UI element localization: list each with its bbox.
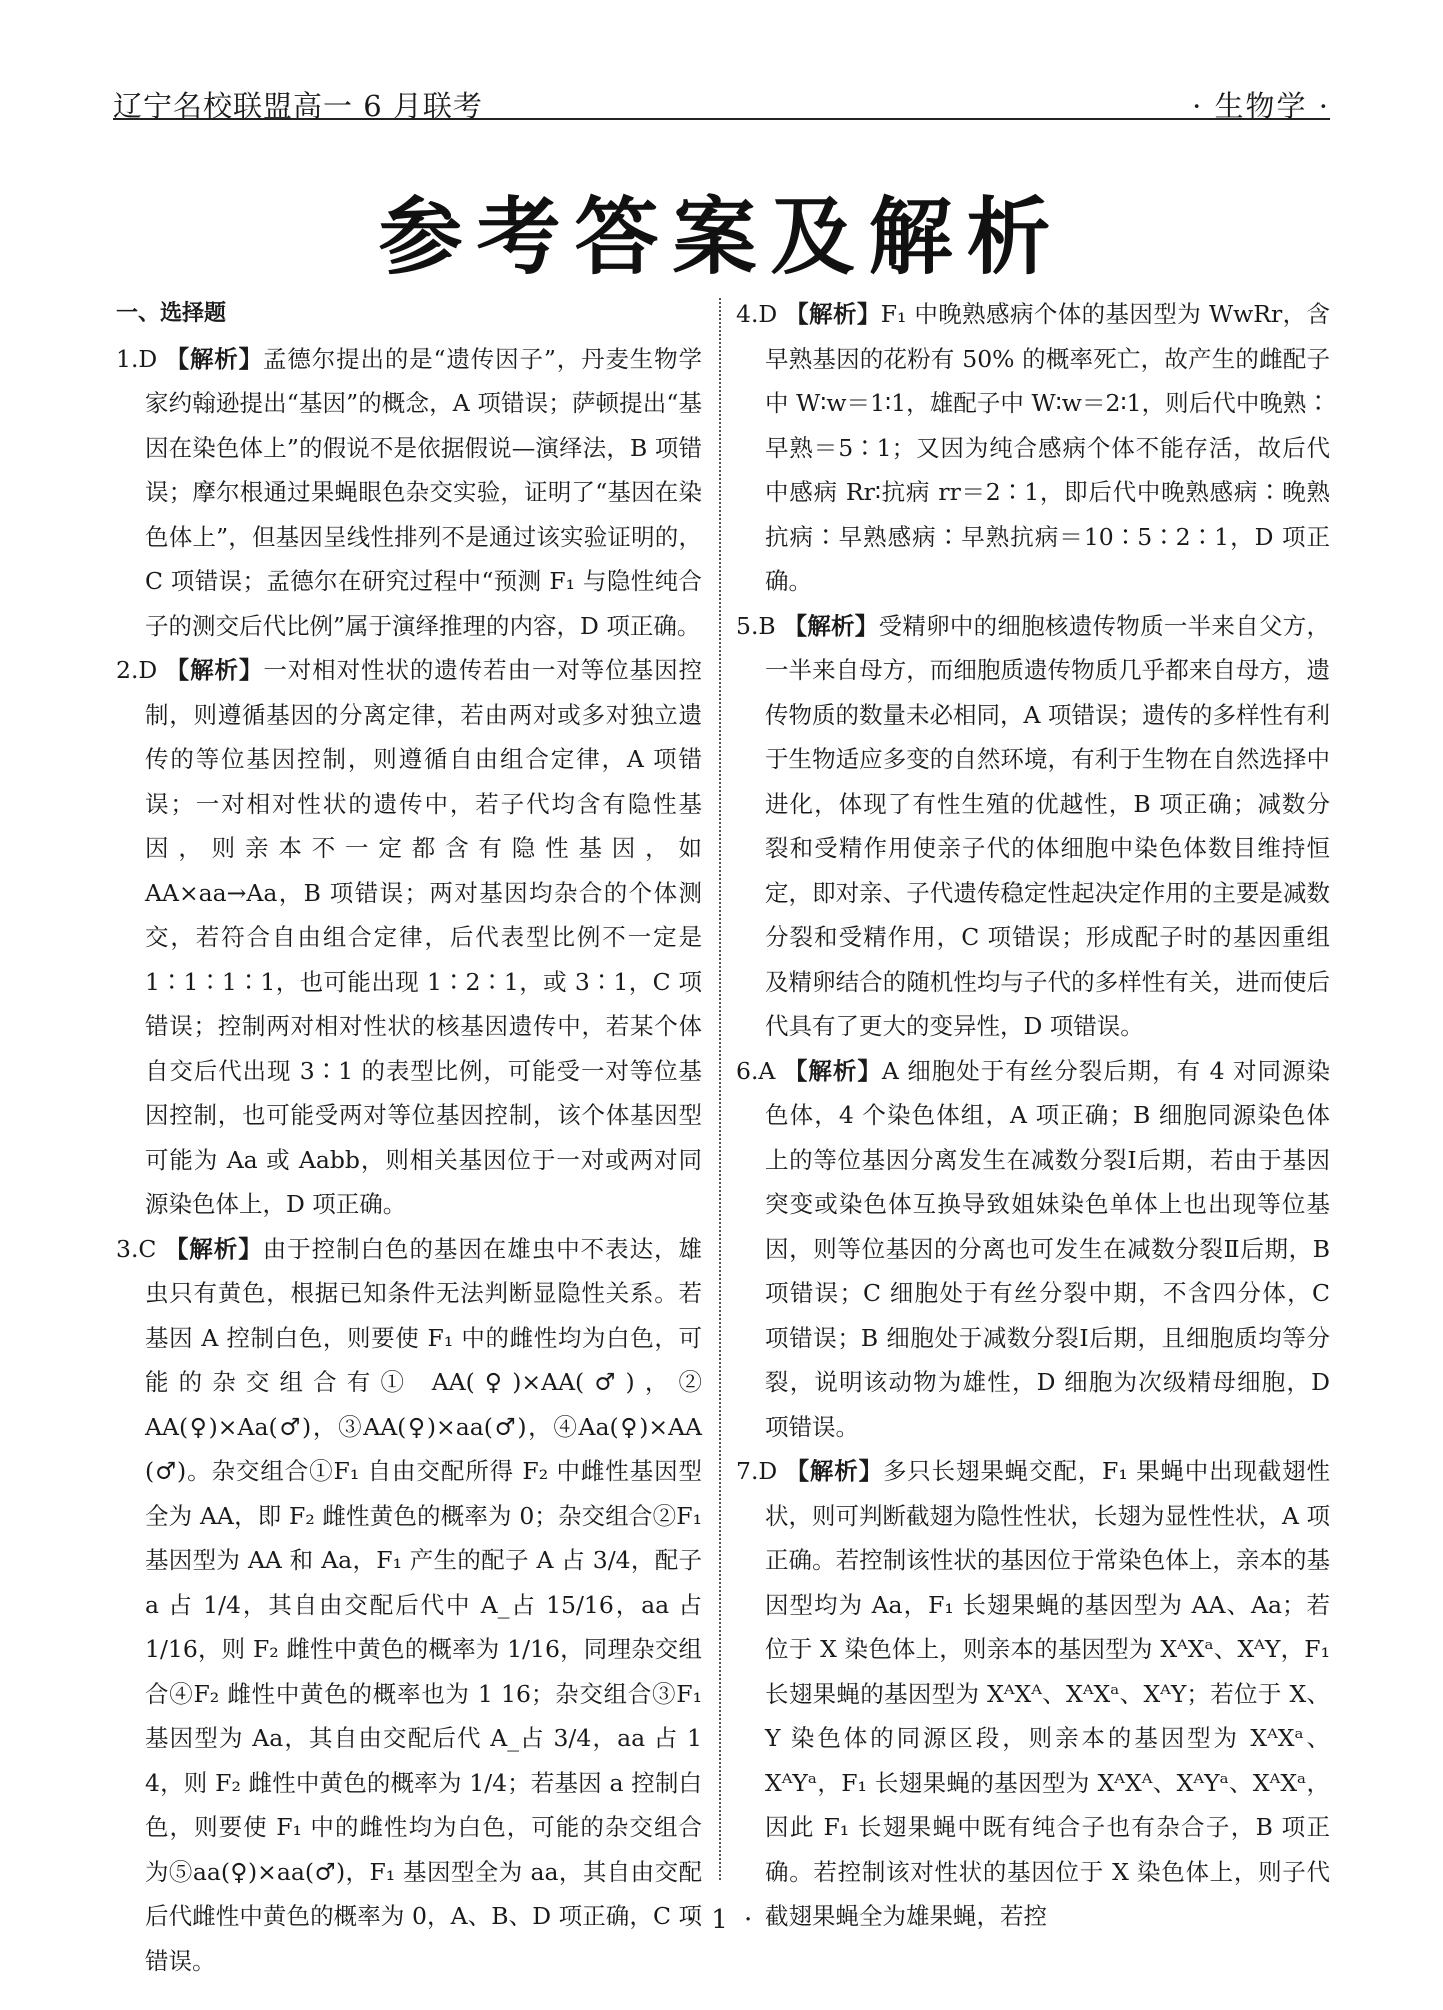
analysis-tag: 【解析】 <box>165 656 264 684</box>
header-rule <box>113 118 1330 120</box>
analysis-tag: 【解析】 <box>785 1457 883 1485</box>
analysis-tag: 【解析】 <box>785 300 881 328</box>
analysis-tag: 【解析】 <box>165 344 264 373</box>
section-title: 一、选择题 <box>116 301 227 326</box>
answer-item-1 <box>116 337 702 649</box>
answer-number: 3.C <box>116 1234 157 1263</box>
page-header <box>113 80 1330 123</box>
answer-text: 由于控制白色的基因在雄虫中不表达，雄虫只有黄色，根据已知条件无法判断显隐性关系。若基因 A 控制白色，则要使 F₁ 中的雌性均为白色，可能的杂交组合有① AA(♀)×AA(♂)，② AA(♀)×Aa(♂)，③AA(♀)×aa(♂)，④Aa(♀)×AA (♂)。杂交组合①F₁ 自由交配所得 F₂ 中雌性基因型全为 AA，即 F₂ 雌性黄色的概率为 0；杂交组合②F₁ 基因型为 AA 和 Aa，F₁ 产生的配子 A 占 3/4，配子 a 占 1/4，其自由交配后代中 A_占 15/16，aa 占 1/16，则 F₂ 雌性中黄色的概率为 1/16，同理杂交组合④F₂ 雌性中黄色的概率也为 1 16；杂交组合③F₁ 基因型为 Aa，其自由交配后代 A_占 3/4，aa 占 1 4，则 F₂ 雌性中黄色的概率为 1/4；若基因 a 控制白色，则要使 F₁ 中的雌性均为白色，可能的杂交组合为⑤aa(♀)×aa(♂)，F₁ 基因型全为 aa，其自由交配后代雌性中黄色的概率为 0，A、B、D 项正确，C 项错误。 <box>145 1234 702 1975</box>
answer-item-6 <box>736 1049 1330 1450</box>
subject-name: · 生物学 · <box>1192 89 1330 123</box>
right-column <box>736 292 1330 1939</box>
answer-text: A 细胞处于有丝分裂后期，有 4 对同源染色体，4 个染色体组，A 项正确；B 细胞同源染色体上的等位基因分离发生在减数分裂Ⅰ后期，若由于基因突变或染色体互换导致姐妹染色单体上也出现等位基因，则等位基因的分离也可发生在减数分裂Ⅱ后期，B 项错误；C 细胞处于有丝分裂中期，不含四分体，C 项错误；B 细胞处于减数分裂Ⅰ后期，且细胞质均等分裂，说明该动物为雄性，D 细胞为次级精母细胞，D 项错误。 <box>765 1056 1330 1441</box>
answer-number: 6.A <box>736 1056 776 1085</box>
left-column <box>116 292 702 1983</box>
answer-text: F₁ 中晚熟感病个体的基因型为 WwRr，含早熟基因的花粉有 50% 的概率死亡，故产生的雌配子中 W∶w＝1∶1，雄配子中 W∶w＝2∶1，则后代中晚熟∶早熟＝5∶1；又因为纯合感病个体不能存活，故后代中感病 Rr∶抗病 rr＝2∶1，即后代中晚熟感病∶晚熟抗病∶早熟感病∶早熟抗病＝10∶5∶2∶1，D 项正确。 <box>765 300 1330 595</box>
answer-text: 孟德尔提出的是“遗传因子”，丹麦生物学家约翰逊提出“基因”的概念，A 项错误；萨顿提出“基因在染色体上”的假说不是依据假说—演绎法，B 项错误；摩尔根通过果蝇眼色杂交实验，证明了“基因在染色体上”，但基因呈线性排列不是通过该实验证明的，C 项错误；孟德尔在研究过程中“预测 F₁ 与隐性纯合子的测交后代比例”属于演绎推理的内容，D 项正确。 <box>145 344 702 640</box>
answer-text: 一对相对性状的遗传若由一对等位基因控制，则遵循基因的分离定律，若由两对或多对独立遗传的等位基因控制，则遵循自由组合定律，A 项错误；一对相对性状的遗传中，若子代均含有隐性基因，则亲本不一定都含有隐性基因，如 AA×aa→Aa，B 项错误；两对基因均杂合的个体测交，若符合自由组合定律，后代表型比例不一定是 1∶1∶1∶1，也可能出现 1∶2∶1，或 3∶1，C 项错误；控制两对相对性状的核基因遗传中，若某个体自交后代出现 3∶1 的表型比例，可能受一对等位基因控制，也可能受两对等位基因控制，该个体基因型可能为 Aa 或 Aabb，则相关基因位于一对或两对同源染色体上，D 项正确。 <box>145 656 702 1218</box>
analysis-tag: 【解析】 <box>783 611 879 640</box>
answer-number: 5.B <box>736 611 776 640</box>
answer-number: 1.D <box>116 344 158 373</box>
answer-number: 4.D <box>736 300 778 328</box>
answer-item-5 <box>736 604 1330 1049</box>
analysis-tag: 【解析】 <box>164 1234 263 1263</box>
column-divider <box>719 298 721 1880</box>
exam-name: 辽宁名校联盟高一 6 月联考 <box>113 89 483 123</box>
page-title: 参考答案及解析 <box>378 188 1065 286</box>
answer-text: 多只长翅果蝇交配，F₁ 果蝇中出现截翅性状，则可判断截翅为隐性性状，长翅为显性性状，A 项正确。若控制该性状的基因位于常染色体上，亲本的基因型均为 Aa，F₁ 长翅果蝇的基因型为 AA、Aa；若位于 X 染色体上，则亲本的基因型为 XᴬXᵃ、XᴬY，F₁ 长翅果蝇的基因型为 XᴬXᴬ、XᴬXᵃ、XᴬY；若位于 X、Y 染色体的同源区段，则亲本的基因型为 XᴬXᵃ、XᴬYᵃ，F₁ 长翅果蝇的基因型为 XᴬXᴬ、XᴬYᵃ、XᴬXᵃ，因此 F₁ 长翅果蝇中既有纯合子也有杂合子，B 项正确。若控制该对性状的基因位于 X 染色体上，则子代截翅果蝇全为雄果蝇，若控 <box>765 1457 1330 1930</box>
answer-item-2 <box>116 648 702 1227</box>
answer-number: 2.D <box>116 656 158 684</box>
answer-text: 受精卵中的细胞核遗传物质一半来自父方，一半来自母方，而细胞质遗传物质几乎都来自母方，遗传物质的数量未必相同，A 项错误；遗传的多样性有利于生物适应多变的自然环境，有利于生物在自然选择中进化，体现了有性生殖的优越性，B 项正确；减数分裂和受精作用使亲子代的体细胞中染色体数目维持恒定，即对亲、子代遗传稳定性起决定作用的主要是减数分裂和受精作用，C 项错误；形成配子时的基因重组及精卵结合的随机性均与子代的多样性有关，进而使后代具有了更大的变异性，D 项错误。 <box>765 611 1331 1040</box>
answer-number: 7.D <box>736 1457 778 1485</box>
answer-item-3 <box>116 1227 702 1984</box>
analysis-tag: 【解析】 <box>783 1056 882 1085</box>
answer-item-4 <box>736 292 1330 604</box>
answer-item-7 <box>736 1449 1330 1939</box>
page-number: · 1 · <box>686 1905 757 1935</box>
